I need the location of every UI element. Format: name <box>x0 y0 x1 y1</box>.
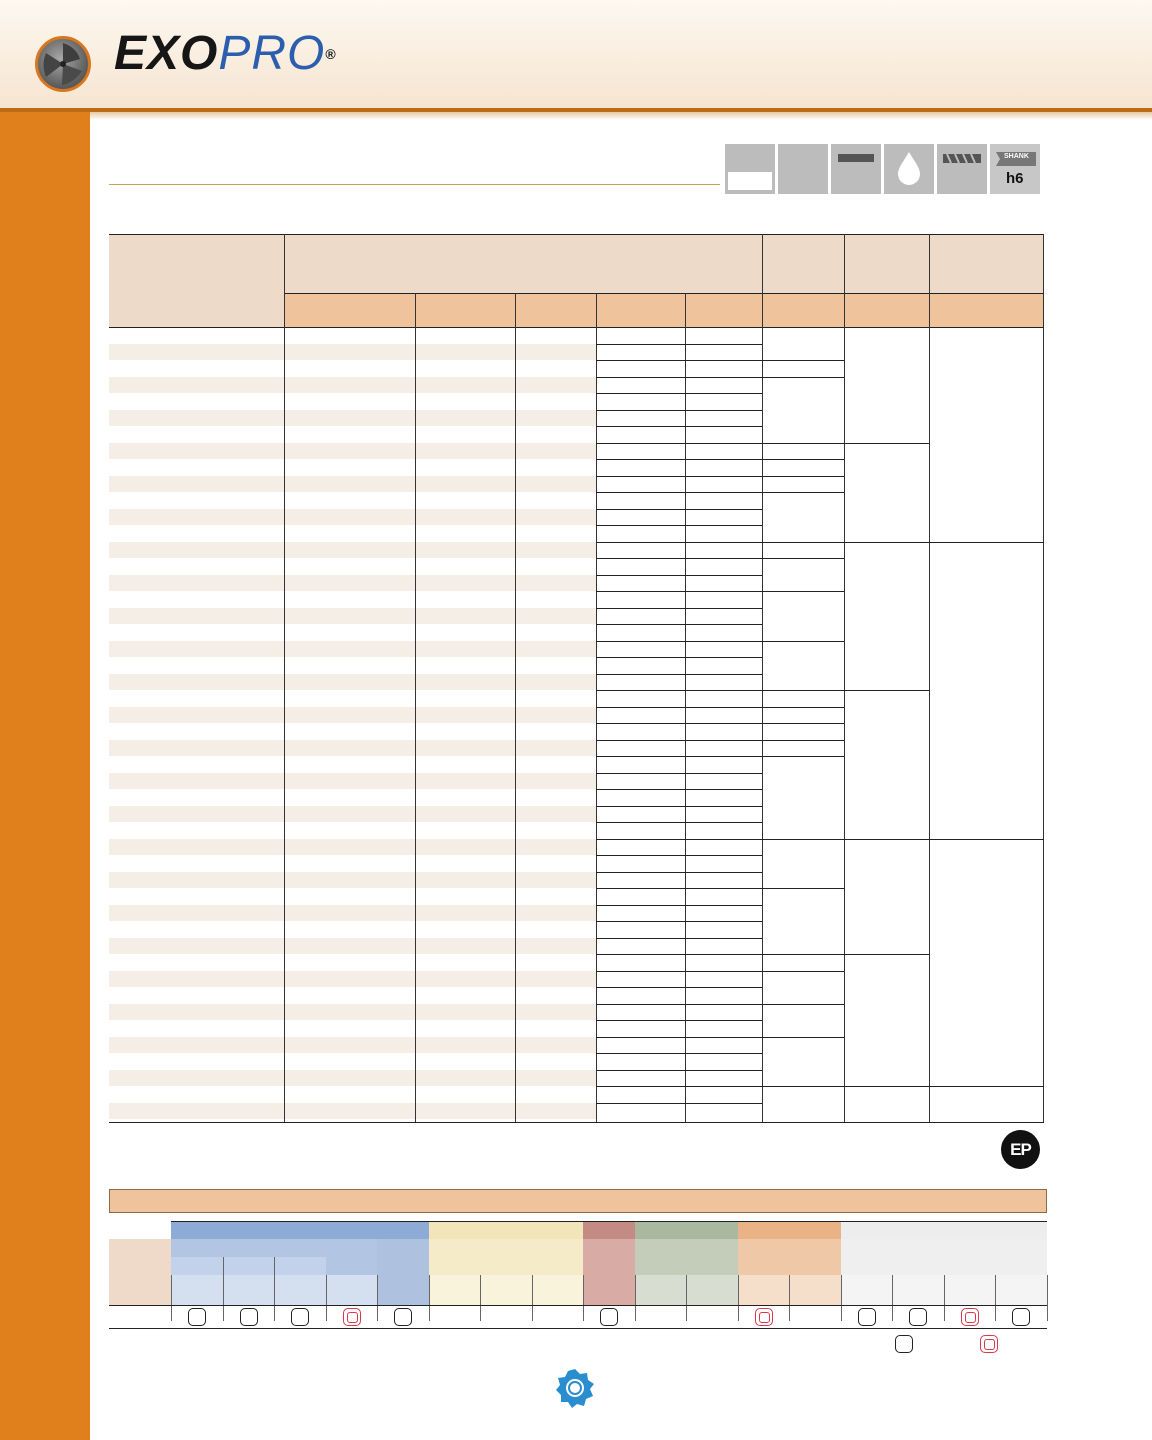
table-hline <box>929 1086 1044 1087</box>
table-hline <box>596 558 762 559</box>
table-hline <box>596 443 762 444</box>
group-steel-inner <box>171 1257 326 1275</box>
table-hline <box>596 360 762 361</box>
table-row-stripe <box>109 377 596 394</box>
table-row-stripe <box>109 806 596 823</box>
table-header-divider <box>284 293 1044 294</box>
table-hline <box>596 657 762 658</box>
mat-vline <box>326 1275 327 1321</box>
table-hline <box>762 740 844 741</box>
mat-row-top <box>109 1305 1047 1306</box>
best-suitability-mark <box>961 1308 979 1326</box>
table-vline <box>284 327 285 1123</box>
table-row-stripe <box>109 509 596 526</box>
table-hline <box>762 459 844 460</box>
table-hline <box>762 1037 844 1038</box>
table-hline <box>596 723 762 724</box>
table-hline <box>596 740 762 741</box>
group-heat-resistant-subheader <box>738 1239 841 1275</box>
good-suitability-mark <box>858 1308 876 1326</box>
coolant-drop-icon <box>884 144 934 194</box>
table-hline <box>762 542 844 543</box>
table-row-stripe <box>109 971 596 988</box>
table-row-stripe <box>109 872 596 889</box>
good-suitability-mark <box>600 1308 618 1326</box>
table-hline <box>596 591 762 592</box>
table-hline <box>596 624 762 625</box>
table-vline <box>515 327 516 1123</box>
table-hline <box>596 872 762 873</box>
table-hline <box>596 806 762 807</box>
shank-tolerance: h6 <box>1006 170 1024 187</box>
table-vline <box>415 293 416 327</box>
table-hline <box>844 443 929 444</box>
table-hline <box>596 674 762 675</box>
table-hline <box>596 393 762 394</box>
brand-pro: PRO <box>218 27 326 80</box>
table-hline <box>596 954 762 955</box>
table-hline <box>762 690 844 691</box>
good-suitability-mark <box>394 1308 412 1326</box>
table-vline <box>762 234 763 327</box>
shank-label: SHANK <box>1004 153 1029 160</box>
table-hline <box>929 542 1044 543</box>
table-row-stripe <box>109 1103 596 1120</box>
table-hline <box>596 905 762 906</box>
group-nonferrous-subheader <box>635 1239 738 1275</box>
table-row-stripe <box>109 773 596 790</box>
mat-vline <box>635 1275 636 1321</box>
table-hline <box>596 542 762 543</box>
table-row-stripe <box>109 1004 596 1021</box>
table-row-stripe <box>109 1070 596 1087</box>
table-row-stripe <box>109 839 596 856</box>
table-hline <box>929 839 1044 840</box>
brand-registered-mark: ® <box>325 46 337 62</box>
good-suitability-mark <box>240 1308 258 1326</box>
table-header-bottom <box>109 327 1044 328</box>
good-suitability-mark <box>188 1308 206 1326</box>
mat-group-top <box>171 1221 1047 1222</box>
table-hline <box>596 707 762 708</box>
table-hline <box>762 888 844 889</box>
table-hline <box>762 476 844 477</box>
table-hline <box>596 971 762 972</box>
table-hline <box>596 525 762 526</box>
table-hline <box>596 921 762 922</box>
table-hline <box>596 426 762 427</box>
table-hline <box>596 608 762 609</box>
table-hline <box>596 822 762 823</box>
table-row-stripe <box>109 1037 596 1054</box>
table-hline <box>762 954 844 955</box>
title-rule <box>109 184 720 185</box>
table-row-stripe <box>109 542 596 559</box>
table-hline <box>844 690 929 691</box>
table-row-stripe <box>109 740 596 757</box>
table-hline <box>596 1037 762 1038</box>
group-cast-iron-body <box>583 1239 635 1305</box>
table-row-stripe <box>109 674 596 691</box>
mat-vline <box>738 1275 739 1321</box>
mat-vline <box>532 1275 533 1321</box>
table-header-sub <box>284 293 1044 327</box>
table-hline <box>596 756 762 757</box>
good-suitability-mark <box>909 1308 927 1326</box>
table-hline <box>596 476 762 477</box>
group-stainless-subcols <box>429 1275 583 1305</box>
table-vline <box>685 293 686 327</box>
mat-row-bottom <box>109 1328 1047 1329</box>
table-hline <box>762 839 844 840</box>
table-header-first-col <box>109 293 284 327</box>
table-hline <box>762 558 844 559</box>
mat-vline <box>377 1275 378 1321</box>
legend-best-mark <box>980 1335 998 1353</box>
mat-vline <box>429 1275 430 1321</box>
table-hline <box>596 410 762 411</box>
product-table <box>109 234 1044 1123</box>
group-steel-far-right <box>377 1239 429 1305</box>
table-hline <box>596 1070 762 1071</box>
mat-vline <box>274 1257 275 1275</box>
table-bottom-border <box>109 1122 1044 1123</box>
table-row-stripe <box>109 938 596 955</box>
table-top-border <box>109 234 1044 235</box>
table-hline <box>596 1020 762 1021</box>
group-nonferrous-header <box>635 1221 738 1239</box>
best-suitability-mark <box>343 1308 361 1326</box>
table-hline <box>762 1004 844 1005</box>
table-hline <box>844 954 929 955</box>
table-hline <box>596 1053 762 1054</box>
mat-vline <box>944 1275 945 1321</box>
table-hline <box>596 987 762 988</box>
table-vline <box>929 234 930 327</box>
table-hline <box>762 756 844 757</box>
mat-vline <box>1047 1275 1048 1321</box>
solid-bar-icon <box>831 144 881 194</box>
osg-logo-icon <box>555 1368 595 1408</box>
table-hline <box>762 971 844 972</box>
table-hline <box>596 839 762 840</box>
table-right-border <box>1043 234 1044 1123</box>
drill-tip-logo-icon <box>35 36 91 92</box>
group-hardened-subheader <box>841 1239 1047 1275</box>
table-row-stripe <box>109 410 596 427</box>
table-row-stripe <box>109 476 596 493</box>
shank-h6-icon <box>990 144 1040 194</box>
table-hline <box>596 641 762 642</box>
table-hline <box>596 459 762 460</box>
mat-vline <box>274 1275 275 1321</box>
table-hline <box>762 591 844 592</box>
mat-vline <box>583 1275 584 1321</box>
serrated-edge-icon <box>937 144 987 194</box>
group-cast-iron-header <box>583 1221 635 1239</box>
table-row-stripe <box>109 905 596 922</box>
best-suitability-mark <box>755 1308 773 1326</box>
table-hline <box>596 575 762 576</box>
brand-wordmark <box>114 28 337 80</box>
good-suitability-mark <box>291 1308 309 1326</box>
side-accent-bar <box>0 112 90 1440</box>
table-vline <box>515 293 516 327</box>
legend-good-mark <box>895 1335 913 1353</box>
table-vline <box>844 234 845 327</box>
table-hline <box>762 360 844 361</box>
group-steel-header <box>171 1221 429 1239</box>
table-hline <box>844 839 929 840</box>
table-hline <box>762 1086 844 1087</box>
header-vline <box>284 234 285 327</box>
header-shadow <box>0 112 1152 120</box>
table-hline <box>596 888 762 889</box>
table-row-stripe <box>109 443 596 460</box>
plain-gray-icon <box>778 144 828 194</box>
material-suitability-table <box>109 1189 1047 1329</box>
mat-vline <box>841 1275 842 1321</box>
mat-vline <box>995 1275 996 1321</box>
table-hline <box>596 789 762 790</box>
table-row-stripe <box>109 608 596 625</box>
table-row-stripe <box>109 707 596 724</box>
mat-vline <box>892 1275 893 1321</box>
table-hline <box>596 1004 762 1005</box>
ep-badge: EP <box>1001 1130 1040 1169</box>
table-hline <box>596 938 762 939</box>
mat-vline <box>686 1275 687 1321</box>
mat-title-band <box>109 1189 1047 1213</box>
table-hline <box>596 344 762 345</box>
table-hline <box>762 641 844 642</box>
table-vline <box>929 327 930 1123</box>
table-row-stripe <box>109 344 596 361</box>
table-vline <box>596 293 597 327</box>
table-hline <box>596 773 762 774</box>
table-hline <box>596 1103 762 1104</box>
table-hline <box>596 1086 762 1087</box>
table-hline <box>596 690 762 691</box>
table-vline <box>415 327 416 1123</box>
table-hline <box>844 542 929 543</box>
good-suitability-mark <box>1012 1308 1030 1326</box>
mat-vline <box>223 1257 224 1275</box>
brand-exo: EXO <box>114 27 219 80</box>
table-hline <box>762 492 844 493</box>
group-stainless-subheader <box>429 1239 583 1275</box>
table-hline <box>762 443 844 444</box>
table-hline <box>596 509 762 510</box>
mat-vline <box>171 1275 172 1321</box>
group-heat-resistant-header <box>738 1221 841 1239</box>
mat-label-block <box>109 1239 171 1305</box>
group-stainless-header <box>429 1221 583 1239</box>
table-hline <box>762 377 844 378</box>
group-hardened-header <box>841 1221 1047 1239</box>
table-hline <box>762 707 844 708</box>
table-hline <box>596 377 762 378</box>
table-hline <box>596 855 762 856</box>
mat-vline <box>223 1275 224 1321</box>
table-row-stripe <box>109 641 596 658</box>
table-hline <box>762 723 844 724</box>
table-vline <box>844 327 845 1123</box>
table-hline <box>844 1086 929 1087</box>
blank-tool-icon <box>725 144 775 194</box>
table-header-top <box>109 234 1044 293</box>
mat-vline <box>789 1275 790 1321</box>
mat-vline <box>480 1275 481 1321</box>
table-hline <box>596 492 762 493</box>
table-row-stripe <box>109 575 596 592</box>
